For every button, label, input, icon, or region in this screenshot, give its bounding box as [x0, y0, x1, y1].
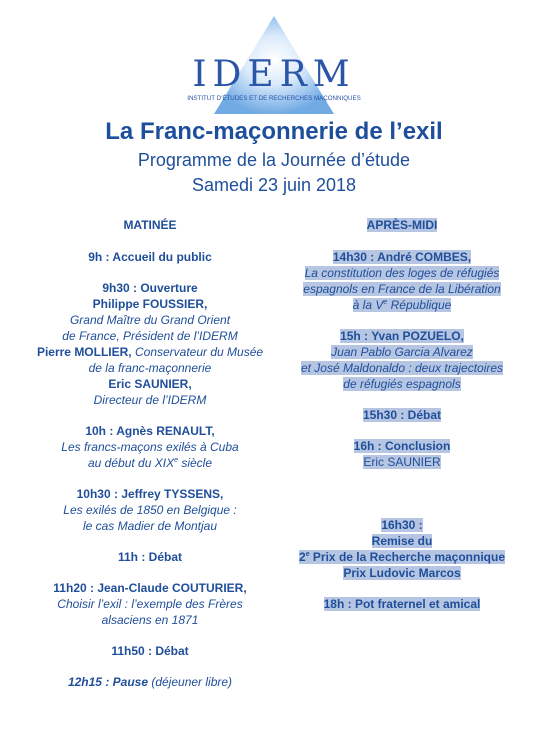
logo-wordmark: IDERM [192, 54, 356, 95]
speaker-role: Conservateur du Musée [131, 345, 264, 359]
afternoon-column [282, 217, 522, 627]
schedule-item-debate [282, 407, 522, 423]
morning-heading: MATINÉE [123, 218, 177, 232]
schedule-item-opening [30, 280, 270, 408]
prize-line: Remise du [371, 534, 433, 548]
talk-title: et José Maldonaldo : deux trajectoires [300, 361, 504, 375]
welcome-time: 9h : Accueil du public [88, 250, 212, 264]
talk-time-speaker: 14h30 : André COMBES, [332, 250, 472, 264]
talk-title: Juan Pablo Garcia Alvarez [331, 345, 473, 359]
debate-time: 11h50 : Débat [111, 644, 189, 658]
talk-time-speaker: 11h20 : Jean-Claude COUTURIER, [53, 581, 247, 595]
prize-name: Prix Ludovic Marcos [343, 566, 461, 580]
schedule-item-lunch [30, 674, 270, 690]
talk-title: espagnols en France de la Libération [303, 282, 501, 296]
talk-title: Les exilés de 1850 en Belgique : [63, 503, 237, 517]
speaker-role: de la franc-maçonnerie [88, 361, 212, 375]
speaker-name: Eric SAUNIER [363, 455, 441, 469]
superscript: e [174, 457, 178, 464]
talk-time-speaker: 10h : Agnès RENAULT, [85, 424, 215, 438]
schedule-item-conclusion [282, 438, 522, 470]
talk-title: de réfugiés espagnols [343, 377, 461, 391]
superscript: e [383, 299, 388, 306]
talk-title: alsaciens en 1871 [101, 613, 199, 627]
schedule-item-closing [282, 596, 522, 612]
speaker-name: Eric SAUNIER, [108, 377, 192, 391]
lunch-note: (déjeuner libre) [148, 675, 233, 689]
speaker-role: Directeur de l’IDERM [93, 393, 207, 407]
talk-time-speaker: 10h30 : Jeffrey TYSSENS, [76, 487, 224, 501]
iderm-logo [174, 14, 374, 116]
debate-time: 11h : Débat [117, 550, 183, 564]
talk-title: La constitution des loges de réfugiés [304, 266, 500, 280]
talk-title: Les francs-maçons exilés à Cuba [61, 440, 239, 454]
talk-title: République [387, 298, 452, 312]
speaker-name: Pierre MOLLIER, [36, 345, 132, 359]
conclusion-time: 16h : Conclusion [353, 439, 451, 453]
talk-title: le cas Madier de Montjau [82, 519, 218, 533]
speaker-role: Grand Maître du Grand Orient [69, 313, 231, 327]
prize-number: 2 [299, 550, 306, 564]
logo-subtitle: INSTITUT D'ÉTUDES ET DE RECHERCHES MAÇONNIQUES [187, 95, 361, 102]
talk-title: siècle [177, 456, 212, 470]
closing-time: 18h : Pot fraternel et amical [323, 597, 481, 611]
prize-time: 16h30 : [381, 518, 423, 532]
schedule-item-talk [30, 580, 270, 628]
page-title: La Franc-maçonnerie de l’exil [105, 118, 443, 145]
schedule-item-talk [282, 328, 522, 392]
prize-line: Prix de la Recherche maçonnique [309, 550, 505, 564]
schedule-item-talk [30, 423, 270, 471]
schedule-item-debate [30, 549, 270, 565]
morning-column [30, 217, 270, 705]
speaker-role: de France, Président de l’IDERM [62, 329, 238, 343]
schedule-item-prize [282, 517, 522, 581]
talk-title: au début du XIX [88, 456, 175, 470]
superscript: e [305, 551, 310, 558]
talk-title: Choisir l’exil : l’exemple des Frères [57, 597, 243, 611]
page-subtitle: Programme de la Journée d’étude [137, 150, 411, 170]
opening-time: 9h30 : Ouverture [102, 281, 198, 295]
schedule-item-debate [30, 643, 270, 659]
lunch-time: 12h15 : Pause [67, 675, 148, 689]
talk-time-speaker: 15h : Yvan POZUELO, [340, 329, 464, 343]
schedule-item-talk [282, 249, 522, 313]
talk-title: à la V [352, 298, 384, 312]
debate-time: 15h30 : Débat [362, 408, 442, 422]
event-date: Samedi 23 juin 2018 [191, 175, 357, 195]
schedule-item-welcome [30, 249, 270, 265]
afternoon-heading: APRÈS-MIDI [366, 218, 438, 232]
schedule-item-talk [30, 486, 270, 534]
speaker-name: Philippe FOUSSIER, [92, 297, 208, 311]
